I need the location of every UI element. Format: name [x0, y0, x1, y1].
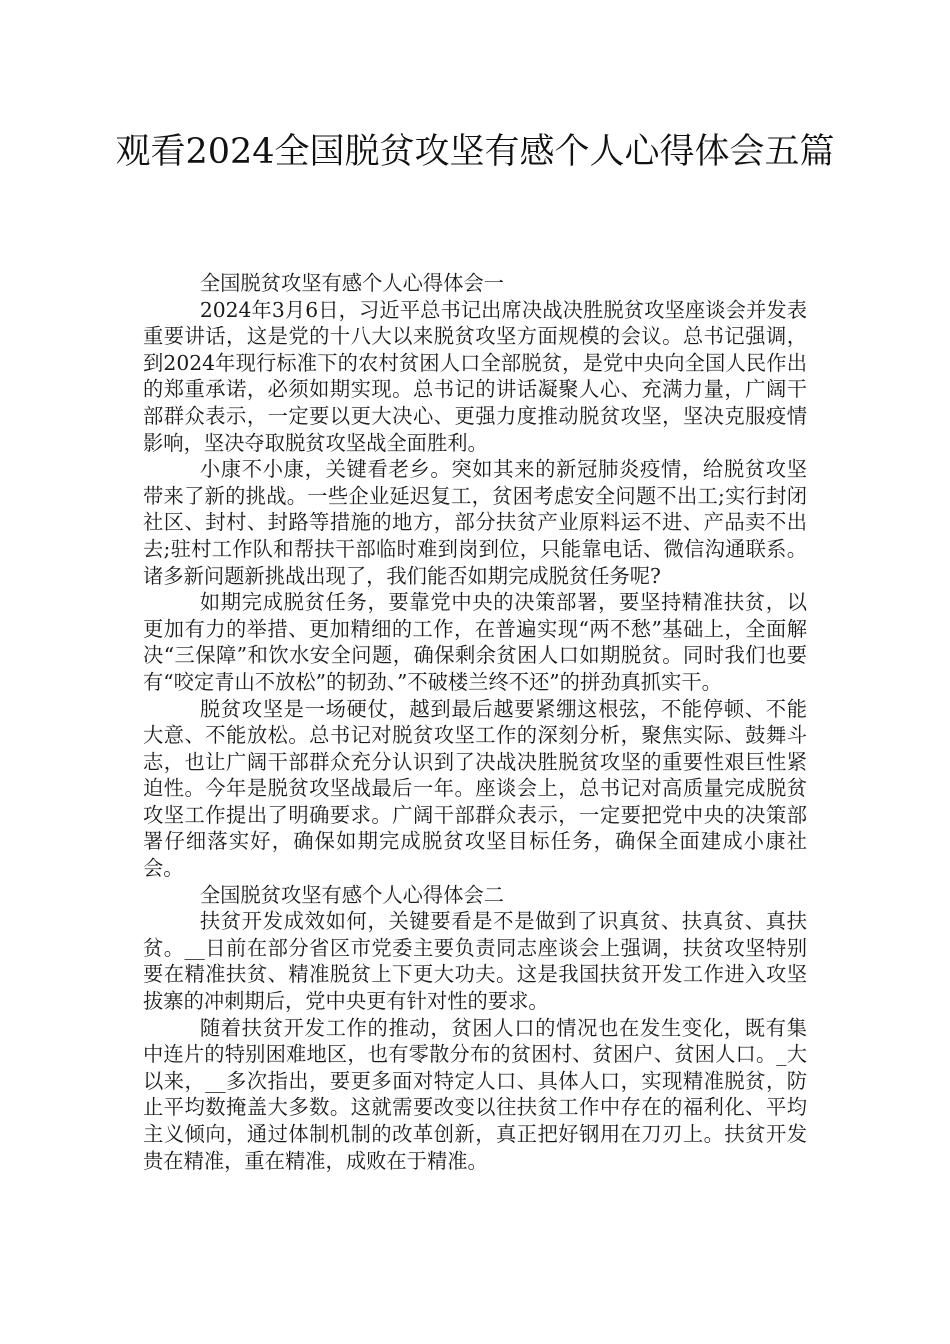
document-title: 观看2024全国脱贫攻坚有感个人心得体会五篇 — [115, 132, 835, 172]
paragraph: 2024年3月6日，习近平总书记出席决战决胜脱贫攻坚座谈会并发表重要讲话，这是党的十八大以来脱贫攻坚方面规模的会议。总书记强调，到2024年现行标准下的农村贫困人口全部脱贫，是党中央向全国人民作出的郑重承诺，必须如期实现。总书记的讲话凝聚人心、充满力量，广阔干部群众表示，一定要以更大决心、更强力度推动脱贫攻坚，坚决克服疫情影响，坚决夺取脱贫攻坚战全面胜利。 — [143, 297, 807, 455]
paragraph: 扶贫开发成效如何，关键要看是不是做到了识真贫、扶真贫、真扶贫。__日前在部分省区市党委主要负责同志座谈会上强调，扶贫攻坚特别要在精准扶贫、精准脱贫上下更大功夫。这是我国扶贫开发工作进入攻坚拔寨的冲刺期后，党中央更有针对性的要求。 — [143, 909, 807, 1014]
paragraph: 随着扶贫开发工作的推动，贫困人口的情况也在发生变化，既有集中连片的特别困难地区，也有零散分布的贫困村、贫困户、贫困人口。_大以来，__多次指出，要更多面对特定人口、具体人口，实现精准脱贫，防止平均数掩盖大多数。这就需要改变以往扶贫工作中存在的福利化、平均主义倾向，通过体制机制的改革创新，真正把好钢用在刀刃上。扶贫开发贵在精准，重在精准，成败在于精准。 — [143, 1015, 807, 1173]
section-heading-1: 全国脱贫攻坚有感个人心得体会一 — [199, 271, 505, 295]
paragraph: 如期完成脱贫任务，要靠党中央的决策部署，要坚持精准扶贫，以更加有力的举措、更加精细的工作，在普遍实现“两不愁”基础上，全面解决“三保障”和饮水安全问题，确保剩余贫困人口如期脱贫。同时我们也要有“咬定青山不放松”的韧劲、”不破楼兰终不还”的拼劲真抓实干。 — [143, 590, 807, 694]
paragraph: 小康不小康，关键看老乡。突如其来的新冠肺炎疫情，给脱贫攻坚带来了新的挑战。一些企业延迟复工，贫困考虑安全问题不出工;实行封闭社区、封村、封路等措施的地方，部分扶贫产业原料运不进、产品卖不出去;驻村工作队和帮扶干部临时难到岗到位，只能靠电话、微信沟通联系。诸多新问题新挑战出现了，我们能否如期完成脱贫任务呢? — [143, 457, 807, 588]
document-body — [143, 270, 807, 1174]
paragraph: 脱贫攻坚是一场硬仗，越到最后越要紧绷这根弦，不能停顿、不能大意、不能放松。总书记对脱贫攻坚工作的深刻分析，聚焦实际、鼓舞斗志，也让广阔干部群众充分认识到了决战决胜脱贫攻坚的重要性艰巨性紧迫性。今年是脱贫攻坚战最后一年。座谈会上，总书记对高质量完成脱贫攻坚工作提出了明确要求。广阔干部群众表示，一定要把党中央的决策部署仔细落实好，确保如期完成脱贫攻坚目标任务，确保全面建成小康社会。 — [143, 696, 807, 881]
section-heading-2: 全国脱贫攻坚有感个人心得体会二 — [199, 882, 505, 907]
